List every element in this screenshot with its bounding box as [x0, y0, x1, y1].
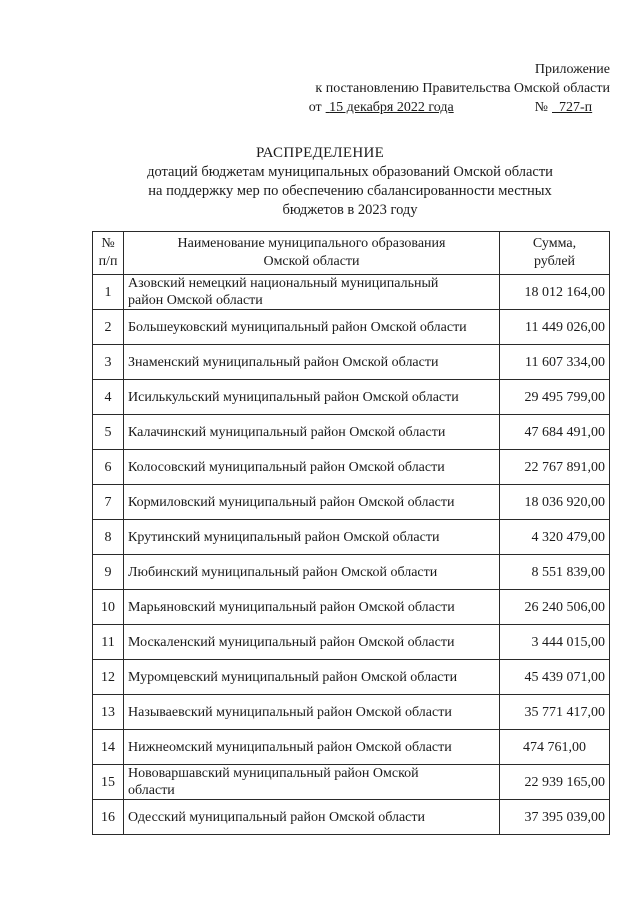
subsidy-amount: 22 939 165,00 — [500, 765, 610, 800]
row-number: 2 — [93, 310, 124, 345]
table-row — [93, 310, 610, 345]
municipality-name: Калачинский муниципальный район Омской области — [124, 415, 500, 450]
row-number: 5 — [93, 415, 124, 450]
resolution-number: 727-п — [559, 100, 593, 115]
subsidy-amount: 47 684 491,00 — [500, 415, 610, 450]
table-row — [93, 590, 610, 625]
row-number: 6 — [93, 450, 124, 485]
row-number: 15 — [93, 765, 124, 800]
municipality-name: Исилькульский муниципальный район Омской области — [124, 380, 500, 415]
municipality-name: Колосовский муниципальный район Омской области — [124, 450, 500, 485]
table-row — [93, 345, 610, 380]
table-row — [93, 485, 610, 520]
municipality-name: Муромцевский муниципальный район Омской области — [124, 660, 500, 695]
subsidy-amount: 37 395 039,00 — [500, 800, 610, 835]
subsidy-amount: 4 320 479,00 — [500, 520, 610, 555]
header-amount: Сумма, рублей — [500, 232, 610, 275]
appendix-label: Приложение — [534, 62, 610, 77]
subsidy-amount: 35 771 417,00 — [500, 695, 610, 730]
subsidy-amount: 26 240 506,00 — [500, 590, 610, 625]
from-label: от — [308, 100, 322, 115]
row-number: 3 — [93, 345, 124, 380]
header-name: Наименование муниципального образования Омской области — [124, 232, 500, 275]
row-number: 14 — [93, 730, 124, 765]
table-row — [93, 695, 610, 730]
row-number: 1 — [93, 275, 124, 310]
distribution-table — [92, 231, 610, 835]
municipality-name: Крутинский муниципальный район Омской области — [124, 520, 500, 555]
subsidy-amount: 8 551 839,00 — [500, 555, 610, 590]
table-row — [93, 415, 610, 450]
row-number: 13 — [93, 695, 124, 730]
subsidy-amount: 45 439 071,00 — [500, 660, 610, 695]
appendix-resolution: к постановлению Правительства Омской области — [315, 81, 610, 96]
subsidy-amount: 474 761,00 — [500, 730, 610, 765]
row-number: 16 — [93, 800, 124, 835]
subsidy-amount: 18 012 164,00 — [500, 275, 610, 310]
subsidy-amount: 18 036 920,00 — [500, 485, 610, 520]
row-number: 10 — [93, 590, 124, 625]
document-subtitle — [100, 163, 600, 220]
table-header-row — [93, 232, 610, 275]
municipality-name: Нововаршавский муниципальный район Омской области — [124, 765, 500, 800]
table-row — [93, 275, 610, 310]
row-number: 8 — [93, 520, 124, 555]
number-label: № — [534, 100, 548, 115]
table-row — [93, 730, 610, 765]
row-number: 12 — [93, 660, 124, 695]
municipality-name: Нижнеомский муниципальный район Омской области — [124, 730, 500, 765]
municipality-name: Одесский муниципальный район Омской области — [124, 800, 500, 835]
table-row — [93, 450, 610, 485]
row-number: 7 — [93, 485, 124, 520]
table-row — [93, 380, 610, 415]
subsidy-amount: 3 444 015,00 — [500, 625, 610, 660]
header-num: № п/п — [93, 232, 124, 275]
municipality-name: Знаменский муниципальный район Омской области — [124, 345, 500, 380]
municipality-name: Азовский немецкий национальный муниципальный район Омской области — [124, 275, 500, 310]
municipality-name: Любинский муниципальный район Омской области — [124, 555, 500, 590]
municipality-name: Большеуковский муниципальный район Омской области — [124, 310, 500, 345]
row-number: 4 — [93, 380, 124, 415]
row-number: 9 — [93, 555, 124, 590]
subsidy-amount: 11 449 026,00 — [500, 310, 610, 345]
municipality-name: Называевский муниципальный район Омской области — [124, 695, 500, 730]
subsidy-amount: 22 767 891,00 — [500, 450, 610, 485]
subtitle-line: бюджетов в 2023 году — [282, 202, 418, 218]
row-number: 11 — [93, 625, 124, 660]
table-row — [93, 800, 610, 835]
municipality-name: Марьяновский муниципальный район Омской области — [124, 590, 500, 625]
subtitle-line: дотаций бюджетам муниципальных образований Омской области — [147, 164, 553, 180]
municipality-name: Москаленский муниципальный район Омской области — [124, 625, 500, 660]
resolution-date: 15 декабря 2022 года — [329, 100, 454, 115]
table-row — [93, 765, 610, 800]
table-row — [93, 555, 610, 590]
table-row — [93, 625, 610, 660]
table-row — [93, 660, 610, 695]
subtitle-line: на поддержку мер по обеспечению сбалансированности местных — [148, 183, 552, 199]
appendix-header — [309, 60, 610, 117]
table-row — [93, 520, 610, 555]
subsidy-amount: 11 607 334,00 — [500, 345, 610, 380]
table-body — [93, 275, 610, 835]
appendix-date-number — [309, 98, 610, 117]
document-title: РАСПРЕДЕЛЕНИЕ — [255, 145, 385, 161]
municipality-name: Кормиловский муниципальный район Омской области — [124, 485, 500, 520]
subsidy-amount: 29 495 799,00 — [500, 380, 610, 415]
